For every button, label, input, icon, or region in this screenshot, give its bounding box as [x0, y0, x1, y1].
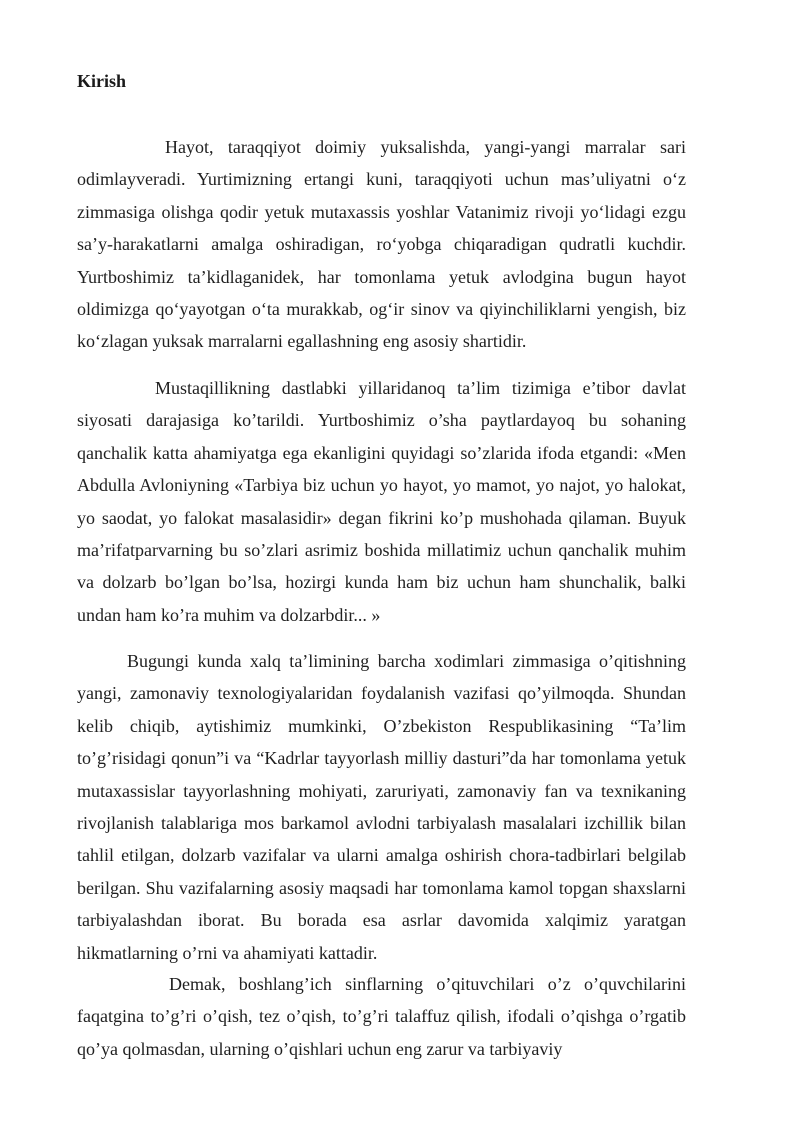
- paragraph-public-education: Bugungi kunda xalq ta’limining barcha xodimlari zimmasiga o’qitishning yangi, zamonaviy texnologiyalaridan foydalanish vazifasi qo’yilmoqda. Shundan kelib chiqib, aytishimiz mumkinki, O’zbekiston Respublikasining “Ta’lim to’g’risidagi qonun”i va “Kadrlar tayyorlash milliy dasturi”da har tomonlama yetuk mutaxassislar tayyorlashning mohiyati, zaruriyati, zamonaviy fan va texnikaning rivojlanish talablariga mos barkamol avlodni tarbiyalash masalalari izchillik bilan tahlil etilgan, dolzarb vazifalar va ularni amalga oshirish chora-tadbirlari belgilab berilgan. Shu vazifalarning asosiy maqsadi har tomonlama kamol topgan shaxslarni tarbiyalashdan iborat. Bu borada esa asrlar davomida xalqimiz yaratgan hikmatlarning o’rni va ahamiyati kattadir.: [77, 651, 686, 963]
- paragraph-intro: Hayot, taraqqiyot doimiy yuksalishda, yangi-yangi marralar sari odimlayveradi. Yurtimizning ertangi kuni, taraqqiyoti uchun mas’uliyatni o‘z zimmasiga olishga qodir yetuk mutaxassis yoshlar Vatanimiz rivoji yo‘lidagi ezgu sa’y-harakatlarni amalga oshiradigan, ro‘yobga chiqaradigan qudratli kuchdir. Yurtboshimiz ta’kidlaganidek, har tomonlama yetuk avlodgina bugun hayot oldimizga qo‘yayotgan o‘ta murakkab, og‘ir sinov va qiyinchiliklarni yengish, biz ko‘zlagan yuksak marralarni egallashning eng asosiy shartidir.: [77, 137, 686, 352]
- section-heading: Kirish: [77, 71, 127, 91]
- paragraph-primary-teachers: Demak, boshlang’ich sinflarning o’qituvchilari o’z o’quvchilarini faqatgina to’g’ri o’qish, tez o’qish, to’g’ri talaffuz qilish, ifodali o’qishga o’rgatib qo’ya qolmasdan, ularning o’qishlari uchun eng zarur va tarbiyaviy: [77, 974, 686, 1059]
- paragraph-independence: Mustaqillikning dastlabki yillaridanoq ta’lim tizimiga e’tibor davlat siyosati darajasiga ko’tarildi. Yurtboshimiz o’sha paytlardayoq bu sohaning qanchalik katta ahamiyatga ega ekanligini quyidagi so’zlarida ifoda etgandi: «Men Abdulla Avloniyning «Tarbiya biz uchun yo hayot, yo mamot, yo najot, yo halokat, yo saodat, yo falokat masalasidir» degan fikrini ko’p mushohada qilaman. Buyuk ma’rifatparvarning bu so’zlari asrimiz boshida millatimiz uchun qanchalik muhim va dolzarb bo’lgan bo’lsa, hozirgi kunda ham biz uchun ham shunchalik, balki undan ham ko’ra muhim va dolzarbdir... »: [77, 378, 686, 625]
